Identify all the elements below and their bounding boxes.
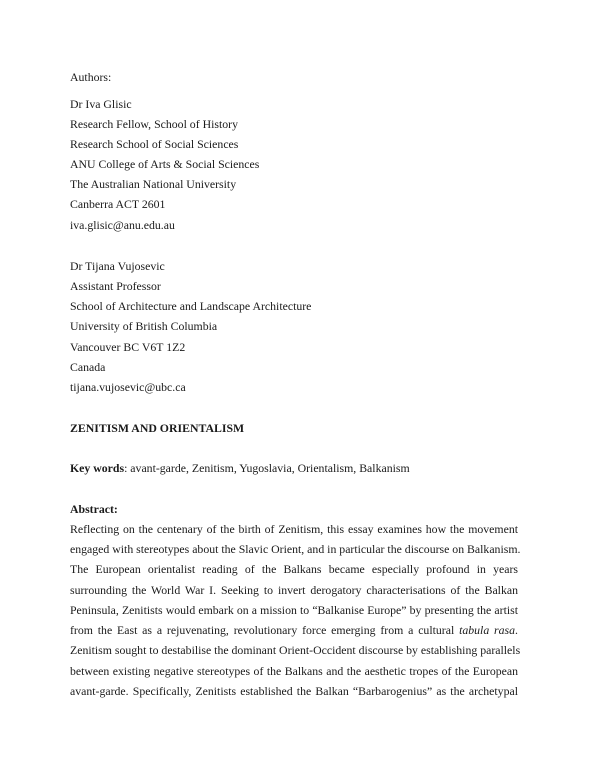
abstract-heading: Abstract:: [70, 502, 118, 516]
author2-name: Dr Tijana Vujosevic: [70, 259, 165, 273]
author2-university: University of British Columbia: [70, 319, 218, 333]
author1-university: The Australian National University: [70, 177, 237, 191]
abstract-line: Zenitism sought to destabilise the dominant Orient-Occident discourse by establishing parallels: [70, 643, 521, 657]
author1-school: Research School of Social Sciences: [70, 137, 239, 151]
author2-position: Assistant Professor: [70, 279, 161, 293]
author1-name: Dr Iva Glisic: [70, 97, 132, 111]
paper-title: ZENITISM AND ORIENTALISM: [70, 421, 245, 435]
abstract-line: engaged with stereotypes about the Slavic Orient, and in particular the discourse on Balkanism.: [70, 542, 521, 556]
abstract-line: [70, 623, 518, 637]
abstract-italic-term: tabula rasa: [459, 623, 516, 637]
abstract-line: surrounding the World War I. Seeking to invert derogatory characterisations of the Balkan: [70, 583, 518, 597]
keywords-label: Key words: [70, 461, 125, 475]
author1-email: iva.glisic@anu.edu.au: [70, 218, 175, 232]
author1-city: Canberra ACT 2601: [70, 197, 166, 211]
abstract-line: Peninsula, Zenitists would embark on a mission to “Balkanise Europe” by presenting the artist: [70, 603, 518, 617]
author1-position: Research Fellow, School of History: [70, 117, 238, 131]
abstract-line: Reflecting on the centenary of the birth of Zenitism, this essay examines how the movement: [70, 522, 518, 536]
keywords-text: : avant-garde, Zenitism, Yugoslavia, Orientalism, Balkanism: [124, 461, 410, 475]
abstract-line-end: .: [515, 623, 518, 637]
author2-country: Canada: [70, 360, 106, 374]
author2-email: tijana.vujosevic@ubc.ca: [70, 380, 186, 394]
author2-city: Vancouver BC V6T 1Z2: [70, 340, 186, 354]
author2-school: School of Architecture and Landscape Architecture: [70, 299, 312, 313]
keywords-line: [70, 461, 410, 475]
authors-label: Authors:: [70, 70, 112, 84]
abstract-line: avant-garde. Specifically, Zenitists established the Balkan “Barbarogenius” as the archetypal: [70, 684, 518, 698]
abstract-line-text: from the East as a rejuvenating, revolutionary force emerging from a cultural: [70, 623, 460, 637]
abstract-line: between existing negative stereotypes of the Balkans and the aesthetic tropes of the European: [70, 664, 518, 678]
abstract-line: The European orientalist reading of the Balkans became especially profound in years: [70, 562, 518, 576]
author1-college: ANU College of Arts & Social Sciences: [70, 157, 260, 171]
